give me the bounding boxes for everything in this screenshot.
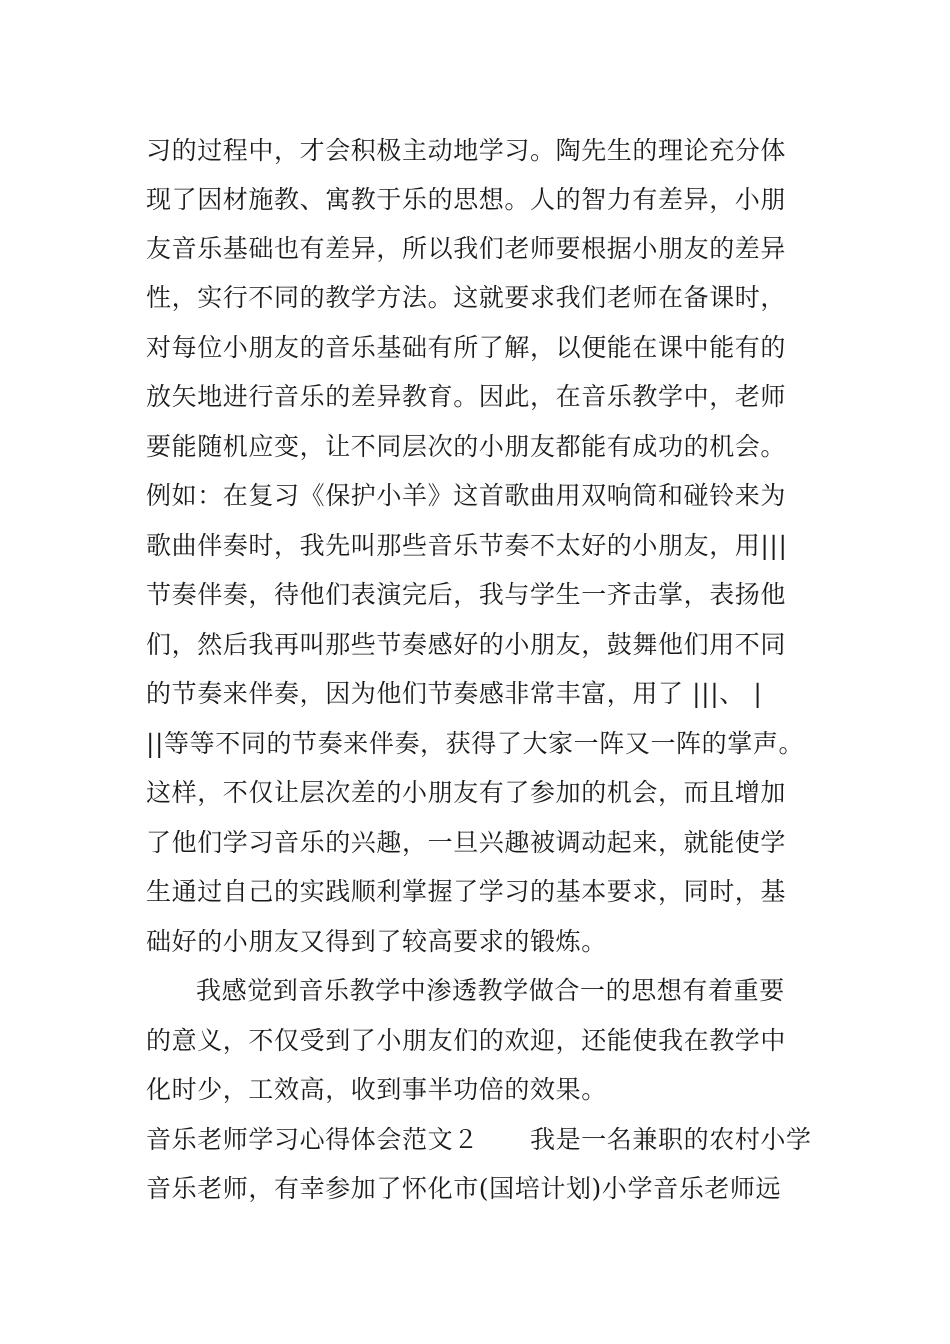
text-line: 生通过自己的实践顺利掌握了学习的基本要求，同时，基 (146, 877, 787, 906)
text-line: 放矢地进行音乐的差异教育。因此，在音乐教学中，老师 (146, 382, 787, 411)
text-line: 的节奏来伴奏，因为他们节奏感非常丰富，用了 |||、 | (146, 679, 763, 708)
text-line: 性，实行不同的教学方法。这就要求我们老师在备课时， (146, 283, 787, 312)
text-line: 例如：在复习《保护小羊》这首歌曲用双响筒和碰铃来为 (146, 481, 787, 510)
text-line: 习的过程中，才会积极主动地学习。陶先生的理论充分体 (146, 136, 787, 165)
text-line: 现了因材施教、寓教于乐的思想。人的智力有差异，小朋 (146, 185, 787, 214)
text-line: 对每位小朋友的音乐基础有所了解，以便能在课中能有的 (146, 333, 787, 362)
text-line: 了他们学习音乐的兴趣，一旦兴趣被调动起来，就能使学 (146, 828, 787, 857)
text-line: 的意义，不仅受到了小朋友们的欢迎，还能使我在教学中 (146, 1026, 787, 1055)
paragraph-start-line: 我感觉到音乐教学中渗透教学做合一的思想有着重要 (196, 976, 785, 1005)
text-line: 要能随机应变，让不同层次的小朋友都能有成功的机会。 (146, 432, 787, 461)
section-heading-line: 音乐老师学习心得体会范文２ 我是一名兼职的农村小学 (146, 1125, 812, 1154)
text-line: 歌曲伴奏时，我先叫那些音乐节奏不太好的小朋友，用||| (146, 531, 788, 560)
text-line: 化时少，工效高，收到事半功倍的效果。 (146, 1075, 607, 1104)
text-line: 音乐老师，有幸参加了怀化市(国培计划)小学音乐老师远 (146, 1174, 782, 1203)
text-line: ||等等不同的节奏来伴奏，获得了大家一阵又一阵的掌声。 (146, 729, 805, 758)
text-line: 们，然后我再叫那些节奏感好的小朋友，鼓舞他们用不同 (146, 630, 787, 659)
text-line: 础好的小朋友又得到了较高要求的锻炼。 (146, 927, 607, 956)
text-line: 节奏伴奏，待他们表演完后，我与学生一齐击掌，表扬他 (146, 580, 787, 609)
text-line: 友音乐基础也有差异，所以我们老师要根据小朋友的差异 (146, 234, 787, 263)
text-line: 这样，不仅让层次差的小朋友有了参加的机会，而且增加 (146, 778, 787, 807)
